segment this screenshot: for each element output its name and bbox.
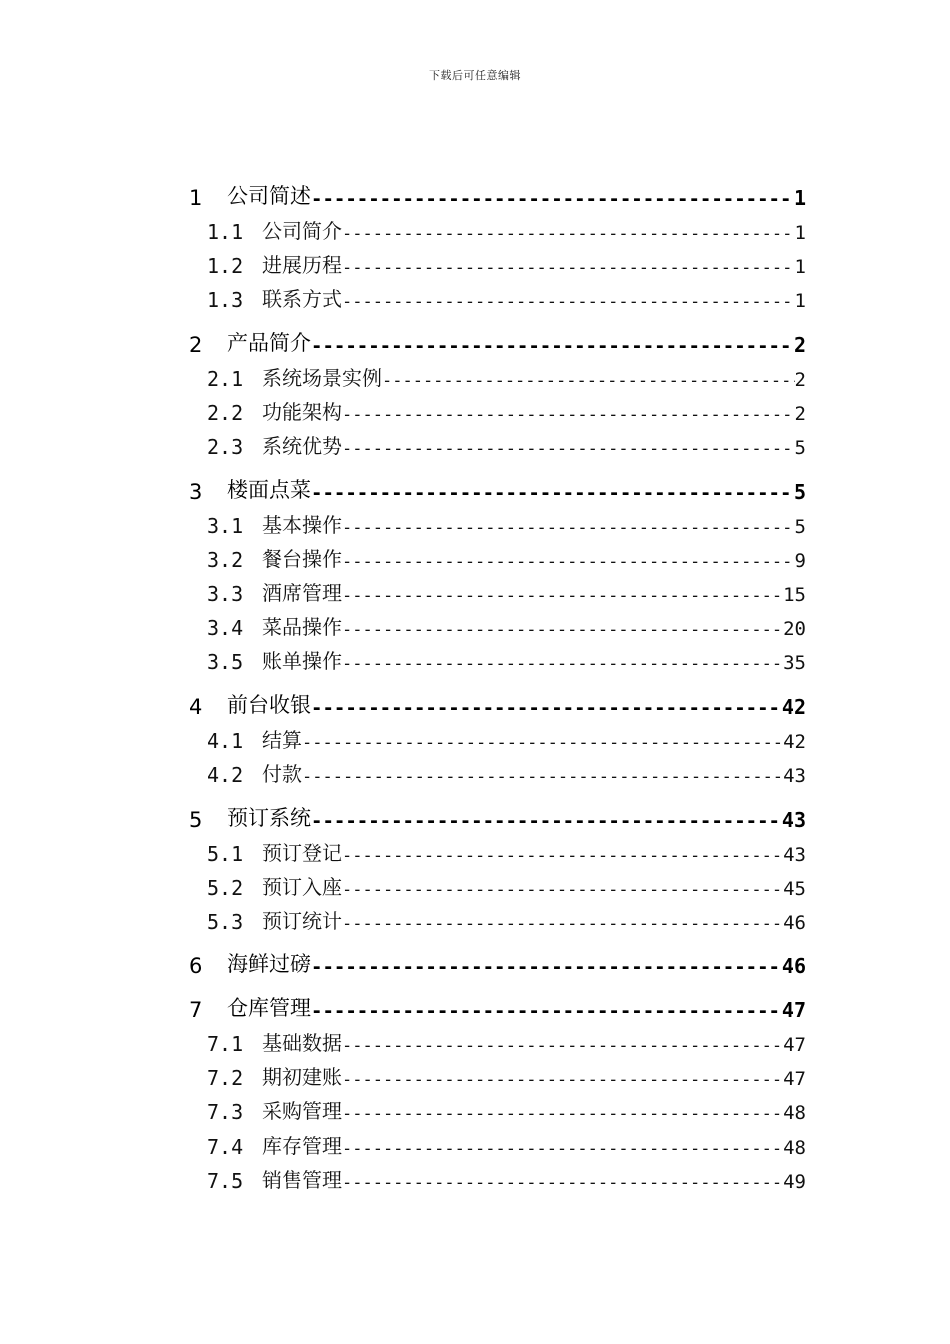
toc-leader-dashes bbox=[342, 405, 795, 425]
toc-entry-title: 联系方式 bbox=[262, 287, 342, 311]
toc-section-entry[interactable] bbox=[207, 1064, 806, 1090]
toc-entry-page-number: 1 bbox=[793, 186, 806, 210]
toc-leader-dashes bbox=[342, 552, 795, 572]
toc-entry-number: 3.2 bbox=[207, 548, 244, 572]
toc-entry-number: 2 bbox=[189, 333, 203, 357]
toc-leader-dashes bbox=[342, 518, 795, 538]
toc-leader-dashes bbox=[342, 586, 783, 606]
toc-entry-title: 预订系统 bbox=[227, 806, 311, 830]
toc-entry-title: 采购管理 bbox=[262, 1099, 342, 1123]
toc-section-entry[interactable] bbox=[207, 761, 806, 787]
toc-entry-number: 4.1 bbox=[207, 729, 244, 753]
toc-entry-number: 1.2 bbox=[207, 254, 244, 278]
toc-entry-number: 7.4 bbox=[207, 1135, 244, 1159]
toc-entry-title: 前台收银 bbox=[227, 693, 311, 717]
toc-entry-page-number: 1 bbox=[794, 290, 806, 312]
toc-leader-dashes bbox=[342, 292, 795, 312]
toc-entry-title: 预订登记 bbox=[262, 841, 342, 865]
toc-entry-number: 7.3 bbox=[207, 1100, 244, 1124]
toc-entry-title: 期初建账 bbox=[262, 1065, 342, 1089]
toc-entry-number: 3 bbox=[189, 480, 203, 504]
toc-entry-number: 1.1 bbox=[207, 220, 244, 244]
toc-entry-page-number: 1 bbox=[794, 256, 806, 278]
toc-entry-title: 系统场景实例 bbox=[262, 366, 382, 390]
toc-entry-number: 4 bbox=[189, 695, 203, 719]
toc-leader-dashes bbox=[311, 335, 794, 357]
page-header-note: 下载后可任意编辑 bbox=[429, 69, 521, 82]
toc-chapter-entry[interactable] bbox=[189, 693, 806, 719]
toc-section-entry[interactable] bbox=[207, 546, 806, 572]
toc-entry-title: 菜品操作 bbox=[262, 615, 342, 639]
toc-entry-number: 7.1 bbox=[207, 1032, 244, 1056]
toc-leader-dashes bbox=[342, 1104, 783, 1124]
toc-chapter-entry[interactable] bbox=[189, 331, 806, 357]
toc-entry-page-number: 47 bbox=[783, 1068, 806, 1090]
toc-section-entry[interactable] bbox=[207, 614, 806, 640]
toc-leader-dashes bbox=[342, 620, 783, 640]
toc-entry-number: 2.1 bbox=[207, 367, 244, 391]
toc-leader-dashes bbox=[342, 439, 795, 459]
toc-entry-number: 7.5 bbox=[207, 1169, 244, 1193]
toc-entry-number: 4.2 bbox=[207, 763, 244, 787]
toc-entry-number: 7 bbox=[189, 998, 203, 1022]
toc-leader-dashes bbox=[311, 697, 782, 719]
toc-entry-page-number: 2 bbox=[794, 369, 806, 391]
toc-section-entry[interactable] bbox=[207, 1133, 806, 1159]
toc-section-entry[interactable] bbox=[207, 840, 806, 866]
toc-entry-page-number: 43 bbox=[781, 808, 806, 832]
toc-leader-dashes bbox=[311, 1000, 782, 1022]
toc-entry-page-number: 1 bbox=[794, 222, 806, 244]
toc-entry-title: 海鲜过磅 bbox=[227, 952, 311, 976]
toc-entry-title: 进展历程 bbox=[262, 253, 342, 277]
toc-entry-page-number: 43 bbox=[783, 844, 806, 866]
toc-chapter-entry[interactable] bbox=[189, 996, 806, 1022]
toc-chapter-entry[interactable] bbox=[189, 806, 806, 832]
toc-section-entry[interactable] bbox=[207, 433, 806, 459]
toc-entry-title: 账单操作 bbox=[262, 649, 342, 673]
toc-entry-page-number: 20 bbox=[783, 618, 806, 640]
toc-entry-page-number: 42 bbox=[783, 731, 806, 753]
toc-entry-page-number: 46 bbox=[783, 912, 806, 934]
toc-section-entry[interactable] bbox=[207, 874, 806, 900]
toc-leader-dashes bbox=[342, 1036, 783, 1056]
toc-entry-title: 付款 bbox=[262, 762, 302, 786]
toc-entry-page-number: 45 bbox=[783, 878, 806, 900]
toc-section-entry[interactable] bbox=[207, 286, 806, 312]
toc-section-entry[interactable] bbox=[207, 399, 806, 425]
toc-entry-number: 6 bbox=[189, 954, 203, 978]
toc-entry-title: 公司简述 bbox=[227, 184, 311, 208]
toc-leader-dashes bbox=[311, 810, 782, 832]
toc-leader-dashes bbox=[382, 371, 795, 391]
toc-leader-dashes bbox=[342, 224, 795, 244]
toc-chapter-entry[interactable] bbox=[189, 478, 806, 504]
toc-section-entry[interactable] bbox=[207, 218, 806, 244]
toc-entry-number: 1.3 bbox=[207, 288, 244, 312]
toc-entry-title: 仓库管理 bbox=[227, 996, 311, 1020]
toc-entry-page-number: 5 bbox=[794, 437, 806, 459]
toc-leader-dashes bbox=[342, 846, 783, 866]
toc-entry-number: 5.1 bbox=[207, 842, 244, 866]
toc-entry-number: 3.1 bbox=[207, 514, 244, 538]
toc-entry-title: 预订统计 bbox=[262, 909, 342, 933]
toc-entry-number: 5.2 bbox=[207, 876, 244, 900]
toc-section-entry[interactable] bbox=[207, 580, 806, 606]
toc-leader-dashes bbox=[311, 188, 794, 210]
toc-section-entry[interactable] bbox=[207, 908, 806, 934]
toc-entry-title: 基础数据 bbox=[262, 1031, 342, 1055]
toc-entry-title: 系统优势 bbox=[262, 434, 342, 458]
toc-entry-page-number: 5 bbox=[793, 480, 806, 504]
toc-entry-title: 功能架构 bbox=[262, 400, 342, 424]
toc-leader-dashes bbox=[342, 654, 783, 674]
toc-leader-dashes bbox=[342, 1139, 783, 1159]
toc-entry-title: 库存管理 bbox=[262, 1134, 342, 1158]
toc-entry-number: 3.4 bbox=[207, 616, 244, 640]
toc-entry-title: 酒席管理 bbox=[262, 581, 342, 605]
toc-leader-dashes bbox=[311, 956, 782, 978]
toc-section-entry[interactable] bbox=[207, 252, 806, 278]
toc-entry-title: 销售管理 bbox=[262, 1168, 342, 1192]
toc-entry-page-number: 35 bbox=[783, 652, 806, 674]
toc-entry-title: 公司简介 bbox=[262, 219, 342, 243]
toc-entry-page-number: 9 bbox=[794, 550, 806, 572]
toc-entry-page-number: 15 bbox=[783, 584, 806, 606]
toc-entry-page-number: 49 bbox=[783, 1171, 806, 1193]
toc-chapter-entry[interactable] bbox=[189, 952, 806, 978]
toc-entry-page-number: 48 bbox=[783, 1137, 806, 1159]
toc-entry-number: 2.2 bbox=[207, 401, 244, 425]
toc-entry-number: 7.2 bbox=[207, 1066, 244, 1090]
toc-entry-title: 结算 bbox=[262, 728, 302, 752]
toc-entry-page-number: 48 bbox=[783, 1102, 806, 1124]
toc-section-entry[interactable] bbox=[207, 1030, 806, 1056]
toc-section-entry[interactable] bbox=[207, 365, 806, 391]
toc-section-entry[interactable] bbox=[207, 648, 806, 674]
toc-entry-page-number: 43 bbox=[783, 765, 806, 787]
toc-entry-number: 1 bbox=[189, 186, 203, 210]
toc-entry-number: 5 bbox=[189, 808, 203, 832]
toc-entry-page-number: 46 bbox=[781, 954, 806, 978]
toc-leader-dashes bbox=[302, 767, 783, 787]
toc-chapter-entry[interactable] bbox=[189, 184, 806, 210]
toc-entry-number: 3.5 bbox=[207, 650, 244, 674]
toc-entry-title: 预订入座 bbox=[262, 875, 342, 899]
toc-entry-title: 餐台操作 bbox=[262, 547, 342, 571]
toc-entry-page-number: 47 bbox=[781, 998, 806, 1022]
toc-entry-number: 3.3 bbox=[207, 582, 244, 606]
toc-entry-title: 基本操作 bbox=[262, 513, 342, 537]
toc-leader-dashes bbox=[342, 1070, 783, 1090]
toc-leader-dashes bbox=[311, 482, 794, 504]
toc-entry-page-number: 2 bbox=[794, 403, 806, 425]
toc-section-entry[interactable] bbox=[207, 727, 806, 753]
toc-leader-dashes bbox=[342, 258, 795, 278]
toc-entry-page-number: 5 bbox=[794, 516, 806, 538]
toc-leader-dashes bbox=[302, 733, 783, 753]
toc-leader-dashes bbox=[342, 880, 783, 900]
toc-entry-number: 2.3 bbox=[207, 435, 244, 459]
toc-leader-dashes bbox=[342, 914, 783, 934]
toc-section-entry[interactable] bbox=[207, 1167, 806, 1193]
toc-entry-title: 楼面点菜 bbox=[227, 478, 311, 502]
toc-entry-page-number: 42 bbox=[781, 695, 806, 719]
toc-entry-number: 5.3 bbox=[207, 910, 244, 934]
toc-entry-title: 产品简介 bbox=[227, 331, 311, 355]
toc-section-entry[interactable] bbox=[207, 1098, 806, 1124]
toc-entry-page-number: 47 bbox=[783, 1034, 806, 1056]
toc-entry-page-number: 2 bbox=[793, 333, 806, 357]
toc-section-entry[interactable] bbox=[207, 512, 806, 538]
toc-leader-dashes bbox=[342, 1173, 783, 1193]
